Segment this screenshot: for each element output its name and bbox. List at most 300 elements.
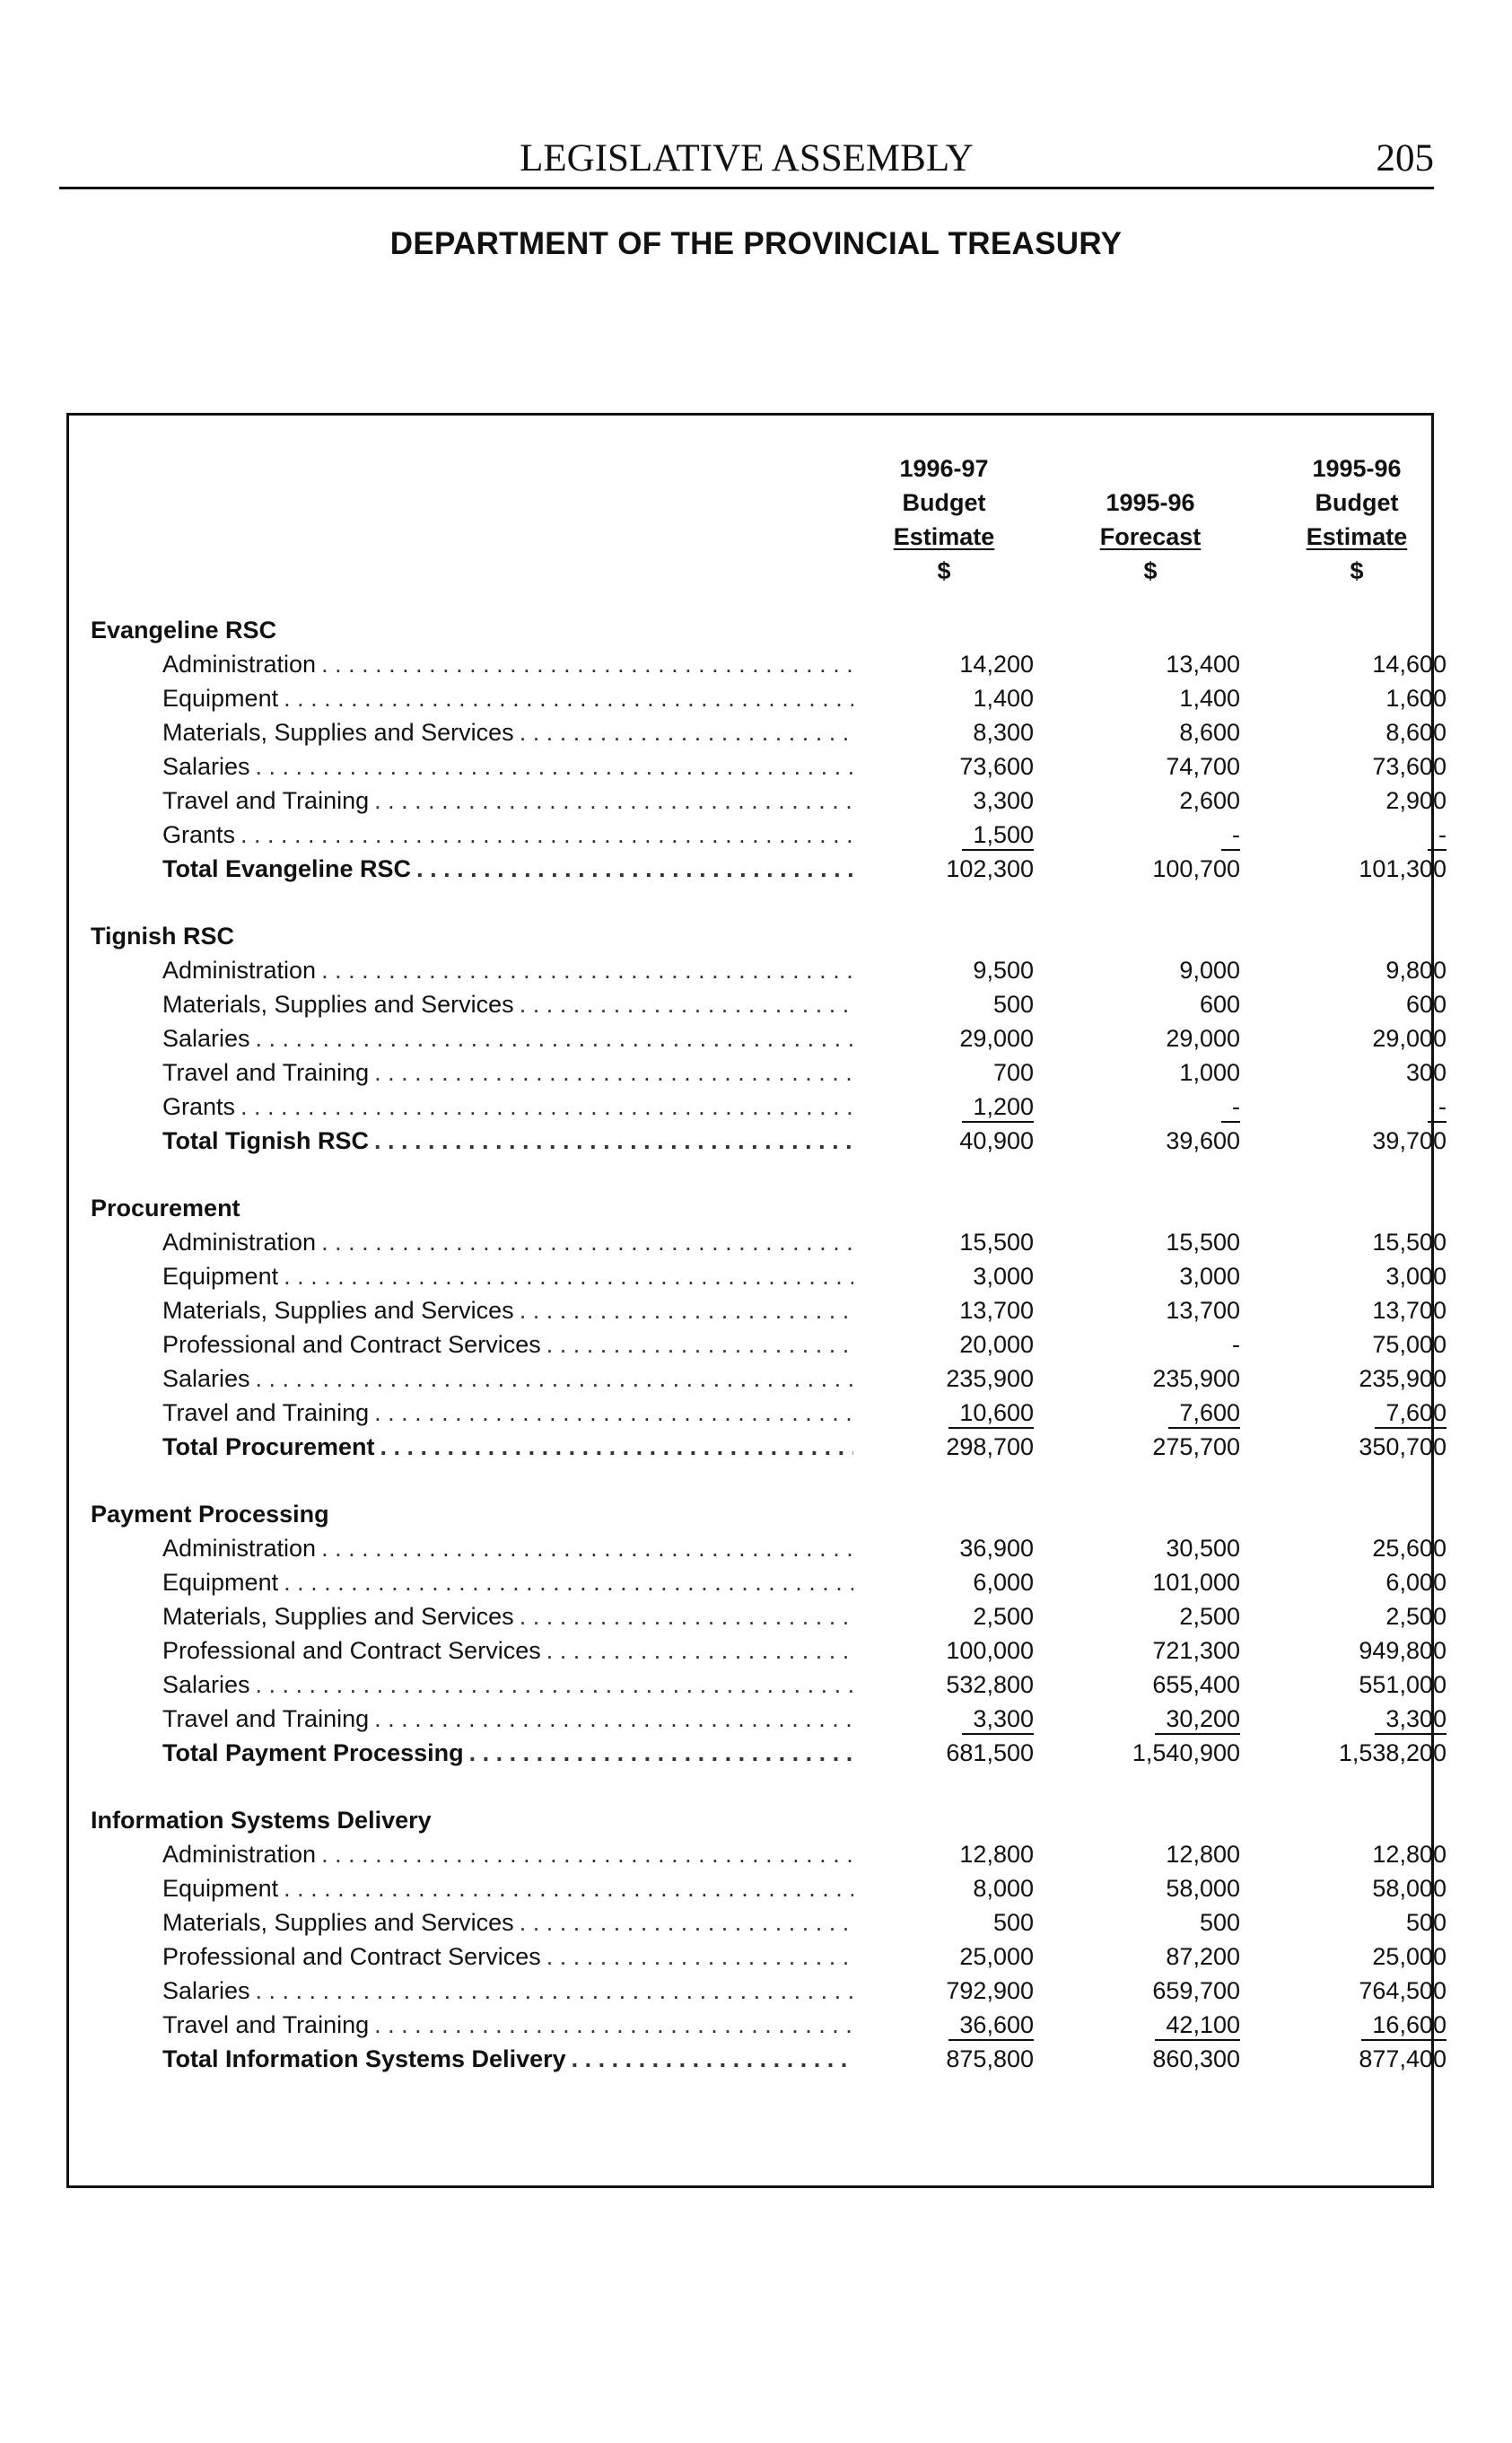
value-cell <box>1267 1837 1446 1871</box>
cell-value: 12,800 <box>1166 1841 1240 1868</box>
value-cell <box>854 1430 1034 1464</box>
cell-value: 600 <box>1405 991 1446 1018</box>
cell-value: 8,600 <box>1385 719 1446 746</box>
value-cell <box>854 1565 1034 1599</box>
cell-value: 8,000 <box>973 1875 1034 1902</box>
budget-section <box>69 1497 1446 1770</box>
row-label-text: Total Information Systems Delivery <box>162 2045 566 2072</box>
cell-value: 1,200 <box>962 1092 1034 1123</box>
table-row <box>69 1327 1446 1362</box>
row-label <box>162 784 853 818</box>
value-cell <box>1267 784 1446 818</box>
cell-value: 8,600 <box>1179 719 1240 746</box>
value-cell <box>1267 1055 1446 1090</box>
cell-value: 39,600 <box>1166 1127 1240 1154</box>
value-cell <box>1061 715 1240 749</box>
cell-value: 1,500 <box>962 820 1034 851</box>
cell-value: 275,700 <box>1152 1433 1240 1460</box>
value-cell <box>1061 1736 1240 1770</box>
cell-value: 877,400 <box>1359 2045 1446 2072</box>
row-label-text: Salaries <box>162 753 250 780</box>
cell-value: 500 <box>1199 1909 1240 1936</box>
cell-value: 3,300 <box>973 787 1034 814</box>
value-cell <box>1061 647 1240 681</box>
value-cell <box>1061 1021 1240 1055</box>
row-label-text: Equipment <box>162 1263 279 1290</box>
value-cell <box>1061 1362 1240 1396</box>
cell-value: 10,600 <box>948 1398 1034 1429</box>
value-cell <box>854 1055 1034 1090</box>
cell-value: 860,300 <box>1152 2045 1240 2072</box>
cell-value: 1,540,900 <box>1132 1739 1240 1766</box>
cell-value: 949,800 <box>1359 1637 1446 1664</box>
value-cell <box>854 1837 1034 1871</box>
value-cell <box>1061 2008 1240 2042</box>
cell-value: 659,700 <box>1152 1977 1240 2004</box>
cell-value: 532,800 <box>946 1671 1034 1698</box>
total-row <box>69 1124 1446 1158</box>
value-cell <box>1061 1225 1240 1259</box>
cell-value: 101,000 <box>1152 1569 1240 1596</box>
cell-value: 500 <box>992 1909 1034 1936</box>
table-row <box>69 681 1446 715</box>
value-cell <box>1061 784 1240 818</box>
cell-value: - <box>1221 820 1240 851</box>
row-label-text: Materials, Supplies and Services <box>162 1909 514 1936</box>
cell-value: 9,800 <box>1385 957 1446 984</box>
value-cell <box>1267 1396 1446 1430</box>
value-cell <box>854 1599 1034 1633</box>
row-label <box>162 953 853 987</box>
row-label <box>162 1599 853 1633</box>
cell-value: 551,000 <box>1359 1671 1446 1698</box>
section-title: Evangeline RSC <box>91 617 277 644</box>
value-cell <box>854 1396 1034 1430</box>
cell-value: 9,500 <box>973 957 1034 984</box>
cell-value: 15,500 <box>959 1229 1034 1256</box>
cell-value: 2,500 <box>1385 1603 1446 1630</box>
row-label <box>162 1565 853 1599</box>
value-cell <box>854 1225 1034 1259</box>
row-label <box>162 1225 853 1259</box>
cell-value: 1,600 <box>1385 685 1446 712</box>
value-cell <box>1061 1327 1240 1362</box>
value-cell <box>1267 1905 1446 1940</box>
cell-value: 3,300 <box>1375 1704 1446 1735</box>
cell-value: 3,000 <box>1179 1263 1240 1290</box>
row-label <box>162 1837 853 1871</box>
total-label <box>162 2042 853 2076</box>
value-cell <box>1061 1668 1240 1702</box>
cell-value: 15,500 <box>1372 1229 1446 1256</box>
cell-value: 100,700 <box>1152 855 1240 882</box>
column-header-line: Estimate <box>893 523 995 550</box>
value-cell <box>1061 987 1240 1021</box>
cell-value: 13,700 <box>959 1297 1034 1324</box>
value-cell <box>1061 1396 1240 1430</box>
table-row <box>69 715 1446 749</box>
cell-value: 298,700 <box>946 1433 1034 1460</box>
row-label <box>162 1974 853 2008</box>
value-cell <box>1267 647 1446 681</box>
cell-value: 13,700 <box>1166 1297 1240 1324</box>
column-unit: $ <box>1350 557 1364 584</box>
budget-section <box>69 919 1446 1158</box>
running-header <box>59 135 1434 189</box>
table-row <box>69 1974 1446 2008</box>
cell-value: 9,000 <box>1179 957 1240 984</box>
value-cell <box>1061 1430 1240 1464</box>
value-cell <box>1061 1905 1240 1940</box>
total-row <box>69 1736 1446 1770</box>
cell-value: 39,700 <box>1372 1127 1446 1154</box>
row-label <box>162 1090 853 1124</box>
cell-value: 500 <box>992 991 1034 1018</box>
cell-value: 25,000 <box>959 1943 1034 1970</box>
value-cell <box>1267 1736 1446 1770</box>
table-row <box>69 1090 1446 1124</box>
row-label-text: Administration <box>162 651 317 678</box>
value-cell <box>1267 1090 1446 1124</box>
value-cell <box>1267 1362 1446 1396</box>
column-unit: $ <box>937 557 951 584</box>
row-label-text: Administration <box>162 957 317 984</box>
table-row <box>69 1668 1446 1702</box>
cell-value: 100,000 <box>946 1637 1034 1664</box>
table-row <box>69 1293 1446 1327</box>
cell-value: 30,500 <box>1166 1535 1240 1562</box>
cell-value: 6,000 <box>1385 1569 1446 1596</box>
section-title: Payment Processing <box>91 1501 329 1528</box>
cell-value: 42,100 <box>1155 2010 1240 2041</box>
budget-section <box>69 1803 1446 2076</box>
value-cell <box>1061 1974 1240 2008</box>
cell-value: 700 <box>992 1059 1034 1086</box>
table-row <box>69 1531 1446 1565</box>
value-cell <box>854 1021 1034 1055</box>
row-label <box>162 1940 853 1974</box>
table-row <box>69 1362 1446 1396</box>
cell-value: 58,000 <box>1372 1875 1446 1902</box>
cell-value: 7,600 <box>1168 1398 1240 1429</box>
cell-value: 14,600 <box>1372 651 1446 678</box>
table-row <box>69 953 1446 987</box>
value-cell <box>1267 852 1446 886</box>
table-row <box>69 647 1446 681</box>
value-cell <box>854 1940 1034 1974</box>
value-cell <box>854 1327 1034 1362</box>
cell-value: 792,900 <box>946 1977 1034 2004</box>
value-cell <box>1061 1259 1240 1293</box>
cell-value: 101,300 <box>1359 855 1446 882</box>
value-cell <box>1061 1871 1240 1905</box>
cell-value: 58,000 <box>1166 1875 1240 1902</box>
cell-value: 73,600 <box>959 753 1034 780</box>
value-cell <box>1267 1259 1446 1293</box>
value-cell <box>1267 1225 1446 1259</box>
cell-value: 29,000 <box>959 1025 1034 1052</box>
value-cell <box>854 784 1034 818</box>
cell-value: 16,600 <box>1361 2010 1446 2041</box>
row-label-text: Total Evangeline RSC <box>162 855 412 882</box>
table-row <box>69 1940 1446 1974</box>
row-label-text: Equipment <box>162 1569 279 1596</box>
row-label <box>162 647 853 681</box>
value-cell <box>854 852 1034 886</box>
value-cell <box>1267 1702 1446 1736</box>
cell-value: 87,200 <box>1166 1943 1240 1970</box>
cell-value: 2,600 <box>1179 787 1240 814</box>
row-label-text: Travel and Training <box>162 1059 370 1086</box>
cell-value: 235,900 <box>1359 1365 1446 1392</box>
row-label <box>162 715 853 749</box>
cell-value: 500 <box>1405 1909 1446 1936</box>
budget-section <box>69 1191 1446 1464</box>
row-label <box>162 1668 853 1702</box>
cell-value: 20,000 <box>959 1331 1034 1358</box>
value-cell <box>854 1905 1034 1940</box>
value-cell <box>1267 749 1446 784</box>
table-row <box>69 818 1446 852</box>
cell-value: 681,500 <box>946 1739 1034 1766</box>
row-label-text: Equipment <box>162 685 279 712</box>
value-cell <box>1267 1599 1446 1633</box>
value-cell <box>1267 2042 1446 2076</box>
value-cell <box>1061 818 1240 852</box>
column-header-1995-96-forecast <box>1061 451 1240 588</box>
value-cell <box>1267 1974 1446 2008</box>
section-title: Tignish RSC <box>91 923 235 950</box>
value-cell <box>854 1702 1034 1736</box>
cell-value: 29,000 <box>1372 1025 1446 1052</box>
row-label-text: Professional and Contract Services <box>162 1637 541 1664</box>
value-cell <box>1061 749 1240 784</box>
cell-value: 30,200 <box>1155 1704 1240 1735</box>
row-label-text: Salaries <box>162 1025 250 1052</box>
value-cell <box>1267 1531 1446 1565</box>
row-label <box>162 749 853 784</box>
cell-value: 6,000 <box>973 1569 1034 1596</box>
cell-value: 36,900 <box>959 1535 1034 1562</box>
section-title: Information Systems Delivery <box>91 1807 432 1834</box>
row-label-text: Administration <box>162 1535 317 1562</box>
column-header-1996-97-estimate <box>854 451 1034 588</box>
row-label-text: Administration <box>162 1841 317 1868</box>
cell-value: 235,900 <box>1152 1365 1240 1392</box>
total-label <box>162 1124 853 1158</box>
department-title: DEPARTMENT OF THE PROVINCIAL TREASURY <box>389 226 1123 261</box>
cell-value: 3,000 <box>973 1263 1034 1290</box>
value-cell <box>1061 1837 1240 1871</box>
row-label-text: Total Tignish RSC <box>162 1127 370 1154</box>
cell-value: 764,500 <box>1359 1977 1446 2004</box>
table-row <box>69 1225 1446 1259</box>
cell-value: 25,600 <box>1372 1535 1446 1562</box>
value-cell <box>1061 1055 1240 1090</box>
cell-value: 74,700 <box>1166 753 1240 780</box>
cell-value: 36,600 <box>948 2010 1034 2041</box>
value-cell <box>1061 1940 1240 1974</box>
row-label-text: Professional and Contract Services <box>162 1943 541 1970</box>
cell-value: 600 <box>1199 991 1240 1018</box>
value-cell <box>1061 1565 1240 1599</box>
row-label-text: Salaries <box>162 1365 250 1392</box>
value-cell <box>854 715 1034 749</box>
total-label <box>162 852 853 886</box>
value-cell <box>854 1531 1034 1565</box>
value-cell <box>1061 2042 1240 2076</box>
value-cell <box>1061 1531 1240 1565</box>
table-row <box>69 1837 1446 1871</box>
cell-value: 13,400 <box>1166 651 1240 678</box>
row-label <box>162 681 853 715</box>
cell-value: 2,500 <box>973 1603 1034 1630</box>
table-body <box>69 613 1446 2109</box>
value-cell <box>854 681 1034 715</box>
value-cell <box>1267 2008 1446 2042</box>
value-cell <box>1267 1293 1446 1327</box>
table-row <box>69 987 1446 1021</box>
section-title: Procurement <box>91 1195 240 1222</box>
value-cell <box>854 1090 1034 1124</box>
row-label-text: Materials, Supplies and Services <box>162 1603 514 1630</box>
value-cell <box>1061 1702 1240 1736</box>
value-cell <box>854 1871 1034 1905</box>
cell-value: - <box>1428 1092 1446 1123</box>
cell-value: 7,600 <box>1375 1398 1446 1429</box>
cell-value: 3,300 <box>962 1704 1034 1735</box>
table-row <box>69 749 1446 784</box>
running-title: LEGISLATIVE ASSEMBLY <box>520 137 974 180</box>
row-label-text: Materials, Supplies and Services <box>162 719 514 746</box>
value-cell <box>854 1259 1034 1293</box>
column-header-line: Forecast <box>1099 523 1202 550</box>
row-label <box>162 1871 853 1905</box>
cell-value: 15,500 <box>1166 1229 1240 1256</box>
value-cell <box>1061 1599 1240 1633</box>
cell-value: 1,538,200 <box>1338 1739 1446 1766</box>
value-cell <box>1267 1668 1446 1702</box>
row-label-text: Grants <box>162 1093 236 1120</box>
value-cell <box>854 1362 1034 1396</box>
column-header-1995-96-estimate <box>1267 451 1446 588</box>
table-row <box>69 784 1446 818</box>
cell-value: - <box>1232 1331 1240 1358</box>
column-header-line: 1995-96 <box>1312 455 1402 482</box>
cell-value: 29,000 <box>1166 1025 1240 1052</box>
value-cell <box>1267 953 1446 987</box>
cell-value: 12,800 <box>959 1841 1034 1868</box>
cell-value: 25,000 <box>1372 1943 1446 1970</box>
value-cell <box>1267 1940 1446 1974</box>
value-cell <box>1267 1327 1446 1362</box>
row-label <box>162 1362 853 1396</box>
row-label-text: Total Payment Processing <box>162 1739 464 1766</box>
table-row <box>69 1565 1446 1599</box>
cell-value: 40,900 <box>959 1127 1034 1154</box>
row-label <box>162 1905 853 1940</box>
row-label-text: Administration <box>162 1229 317 1256</box>
row-label-text: Total Procurement <box>162 1433 375 1460</box>
row-label <box>162 1702 853 1736</box>
value-cell <box>854 1124 1034 1158</box>
row-label <box>162 1531 853 1565</box>
cell-value: 3,000 <box>1385 1263 1446 1290</box>
total-row <box>69 1430 1446 1464</box>
row-label-text: Equipment <box>162 1875 279 1902</box>
cell-value: 300 <box>1405 1059 1446 1086</box>
table-row <box>69 1633 1446 1668</box>
cell-value: 350,700 <box>1359 1433 1446 1460</box>
row-label <box>162 818 853 852</box>
page-number: 205 <box>1376 137 1434 180</box>
row-label-text: Materials, Supplies and Services <box>162 1297 514 1324</box>
cell-value: 235,900 <box>946 1365 1034 1392</box>
table-row <box>69 1021 1446 1055</box>
cell-value: 1,000 <box>1179 1059 1240 1086</box>
row-label <box>162 1055 853 1090</box>
row-label <box>162 1259 853 1293</box>
total-row <box>69 852 1446 886</box>
cell-value: 2,900 <box>1385 787 1446 814</box>
value-cell <box>854 1293 1034 1327</box>
value-cell <box>854 1668 1034 1702</box>
value-cell <box>1061 1633 1240 1668</box>
cell-value: 12,800 <box>1372 1841 1446 1868</box>
cell-value: 75,000 <box>1372 1331 1446 1358</box>
table-row <box>69 1871 1446 1905</box>
value-cell <box>854 2008 1034 2042</box>
column-headers <box>69 451 1431 595</box>
budget-section <box>69 613 1446 886</box>
table-row <box>69 1055 1446 1090</box>
row-label-text: Travel and Training <box>162 1705 370 1732</box>
cell-value: 14,200 <box>959 651 1034 678</box>
value-cell <box>1267 1565 1446 1599</box>
table-row <box>69 2008 1446 2042</box>
column-header-line: Budget <box>1315 489 1399 516</box>
column-header-line <box>1061 451 1240 486</box>
row-label <box>162 1293 853 1327</box>
value-cell <box>1061 1124 1240 1158</box>
row-label-text: Travel and Training <box>162 787 370 814</box>
total-label <box>162 1430 853 1464</box>
row-label-text: Salaries <box>162 1977 250 2004</box>
table-row <box>69 1702 1446 1736</box>
cell-value: 721,300 <box>1152 1637 1240 1664</box>
value-cell <box>854 818 1034 852</box>
row-label-text: Grants <box>162 821 236 848</box>
value-cell <box>854 1974 1034 2008</box>
column-header-line: Estimate <box>1306 523 1408 550</box>
column-header-line: Budget <box>902 489 986 516</box>
value-cell <box>1061 852 1240 886</box>
table-row <box>69 1599 1446 1633</box>
column-header-line: 1996-97 <box>899 455 989 482</box>
cell-value: - <box>1428 820 1446 851</box>
value-cell <box>1061 953 1240 987</box>
value-cell <box>1267 1633 1446 1668</box>
value-cell <box>1267 715 1446 749</box>
value-cell <box>1267 1871 1446 1905</box>
total-row <box>69 2042 1446 2076</box>
row-label-text: Travel and Training <box>162 2011 370 2038</box>
row-label-text: Professional and Contract Services <box>162 1331 541 1358</box>
table-row <box>69 1396 1446 1430</box>
table-row <box>69 1259 1446 1293</box>
value-cell <box>1061 1293 1240 1327</box>
value-cell <box>1267 1430 1446 1464</box>
